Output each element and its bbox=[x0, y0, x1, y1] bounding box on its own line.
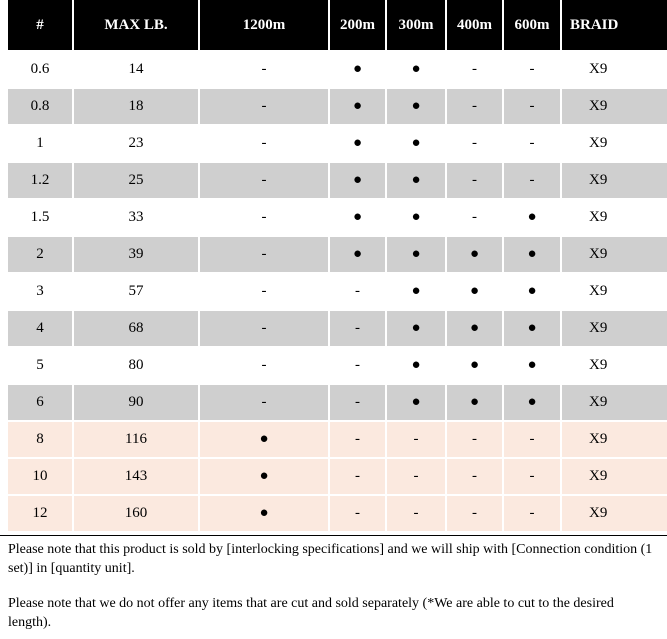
cell-max-lb: 33 bbox=[73, 199, 199, 236]
cell-braid: X9 bbox=[561, 125, 667, 162]
cell-600m: - bbox=[503, 495, 561, 531]
cell-1200m: - bbox=[199, 51, 329, 88]
table-row bbox=[7, 236, 667, 273]
cell-size: 12 bbox=[7, 495, 73, 531]
cell-1200m: - bbox=[199, 273, 329, 310]
cell-200m: - bbox=[329, 347, 386, 384]
cell-max-lb: 90 bbox=[73, 384, 199, 421]
header-600m: 600m bbox=[503, 0, 561, 51]
cell-200m: ● bbox=[329, 162, 386, 199]
cell-600m: - bbox=[503, 458, 561, 495]
cell-300m: ● bbox=[386, 310, 446, 347]
cell-600m: - bbox=[503, 421, 561, 458]
table-row bbox=[7, 273, 667, 310]
cell-300m: ● bbox=[386, 125, 446, 162]
cell-400m: - bbox=[446, 88, 503, 125]
line-spec-table bbox=[6, 0, 667, 531]
cell-max-lb: 68 bbox=[73, 310, 199, 347]
table-row bbox=[7, 458, 667, 495]
cell-braid: X9 bbox=[561, 495, 667, 531]
cell-max-lb: 14 bbox=[73, 51, 199, 88]
header-max-lb: MAX LB. bbox=[73, 0, 199, 51]
cell-300m: ● bbox=[386, 384, 446, 421]
cell-400m: ● bbox=[446, 236, 503, 273]
table-row bbox=[7, 162, 667, 199]
cell-400m: - bbox=[446, 51, 503, 88]
header-1200m: 1200m bbox=[199, 0, 329, 51]
cell-size: 8 bbox=[7, 421, 73, 458]
cell-300m: ● bbox=[386, 236, 446, 273]
cell-max-lb: 39 bbox=[73, 236, 199, 273]
header-200m: 200m bbox=[329, 0, 386, 51]
cell-size: 4 bbox=[7, 310, 73, 347]
cell-1200m: ● bbox=[199, 421, 329, 458]
cell-braid: X9 bbox=[561, 162, 667, 199]
cell-600m: ● bbox=[503, 384, 561, 421]
cell-400m: ● bbox=[446, 384, 503, 421]
cell-max-lb: 57 bbox=[73, 273, 199, 310]
cell-400m: ● bbox=[446, 347, 503, 384]
cell-size: 5 bbox=[7, 347, 73, 384]
cell-600m: - bbox=[503, 51, 561, 88]
cell-max-lb: 23 bbox=[73, 125, 199, 162]
cell-200m: ● bbox=[329, 51, 386, 88]
table-row bbox=[7, 88, 667, 125]
cell-max-lb: 25 bbox=[73, 162, 199, 199]
cell-300m: ● bbox=[386, 51, 446, 88]
cell-size: 10 bbox=[7, 458, 73, 495]
cell-600m: ● bbox=[503, 273, 561, 310]
cell-200m: - bbox=[329, 384, 386, 421]
cell-600m: - bbox=[503, 88, 561, 125]
cell-braid: X9 bbox=[561, 458, 667, 495]
cell-max-lb: 160 bbox=[73, 495, 199, 531]
cell-max-lb: 143 bbox=[73, 458, 199, 495]
cell-braid: X9 bbox=[561, 88, 667, 125]
cell-400m: - bbox=[446, 125, 503, 162]
cell-200m: - bbox=[329, 495, 386, 531]
cell-size: 1 bbox=[7, 125, 73, 162]
cell-1200m: - bbox=[199, 310, 329, 347]
cell-200m: - bbox=[329, 310, 386, 347]
cell-size: 0.8 bbox=[7, 88, 73, 125]
cell-600m: ● bbox=[503, 310, 561, 347]
cell-braid: X9 bbox=[561, 421, 667, 458]
cell-300m: ● bbox=[386, 162, 446, 199]
cell-braid: X9 bbox=[561, 236, 667, 273]
cell-max-lb: 18 bbox=[73, 88, 199, 125]
cell-max-lb: 116 bbox=[73, 421, 199, 458]
header-row bbox=[7, 0, 667, 51]
cell-braid: X9 bbox=[561, 51, 667, 88]
cell-600m: ● bbox=[503, 199, 561, 236]
cell-braid: X9 bbox=[561, 347, 667, 384]
cell-300m: - bbox=[386, 495, 446, 531]
cell-braid: X9 bbox=[561, 199, 667, 236]
cell-400m: - bbox=[446, 162, 503, 199]
table-row bbox=[7, 199, 667, 236]
cell-size: 0.6 bbox=[7, 51, 73, 88]
table-row bbox=[7, 51, 667, 88]
cell-600m: - bbox=[503, 125, 561, 162]
cell-400m: - bbox=[446, 495, 503, 531]
cell-1200m: - bbox=[199, 162, 329, 199]
cell-1200m: - bbox=[199, 125, 329, 162]
cell-400m: ● bbox=[446, 273, 503, 310]
cell-size: 3 bbox=[7, 273, 73, 310]
cell-1200m: - bbox=[199, 236, 329, 273]
header-300m: 300m bbox=[386, 0, 446, 51]
cell-braid: X9 bbox=[561, 310, 667, 347]
table-row bbox=[7, 347, 667, 384]
cell-400m: - bbox=[446, 458, 503, 495]
cell-braid: X9 bbox=[561, 384, 667, 421]
table-row bbox=[7, 495, 667, 531]
cell-300m: ● bbox=[386, 347, 446, 384]
table-row bbox=[7, 421, 667, 458]
cell-1200m: - bbox=[199, 384, 329, 421]
cell-200m: ● bbox=[329, 88, 386, 125]
cell-size: 2 bbox=[7, 236, 73, 273]
header-400m: 400m bbox=[446, 0, 503, 51]
table-row bbox=[7, 310, 667, 347]
cell-size: 1.5 bbox=[7, 199, 73, 236]
table-row bbox=[7, 384, 667, 421]
cell-1200m: - bbox=[199, 199, 329, 236]
cell-200m: - bbox=[329, 273, 386, 310]
cell-1200m: - bbox=[199, 347, 329, 384]
cell-1200m: - bbox=[199, 88, 329, 125]
cell-300m: ● bbox=[386, 88, 446, 125]
cell-600m: ● bbox=[503, 236, 561, 273]
header-size: # bbox=[7, 0, 73, 51]
cell-300m: ● bbox=[386, 273, 446, 310]
cell-1200m: ● bbox=[199, 495, 329, 531]
cell-300m: ● bbox=[386, 199, 446, 236]
cell-400m: - bbox=[446, 421, 503, 458]
cell-300m: - bbox=[386, 421, 446, 458]
cell-400m: - bbox=[446, 199, 503, 236]
table-row bbox=[7, 125, 667, 162]
cell-size: 6 bbox=[7, 384, 73, 421]
notes-section bbox=[0, 536, 667, 632]
cell-600m: ● bbox=[503, 347, 561, 384]
cell-braid: X9 bbox=[561, 273, 667, 310]
cell-600m: - bbox=[503, 162, 561, 199]
note-shipping: Please note that this product is sold by [interlocking specifications] and we will ship with [Connection condition (1 set)] in [quantity unit]. bbox=[8, 542, 653, 576]
cell-size: 1.2 bbox=[7, 162, 73, 199]
cell-1200m: ● bbox=[199, 458, 329, 495]
cell-max-lb: 80 bbox=[73, 347, 199, 384]
cell-400m: ● bbox=[446, 310, 503, 347]
cell-200m: ● bbox=[329, 125, 386, 162]
header-braid: BRAID bbox=[561, 0, 667, 51]
cell-200m: - bbox=[329, 421, 386, 458]
table-body bbox=[7, 51, 667, 531]
cell-200m: ● bbox=[329, 199, 386, 236]
note-cutting: Please note that we do not offer any items that are cut and sold separately (*We are able to cut to the desired length). bbox=[8, 596, 614, 630]
cell-300m: - bbox=[386, 458, 446, 495]
cell-200m: - bbox=[329, 458, 386, 495]
cell-200m: ● bbox=[329, 236, 386, 273]
